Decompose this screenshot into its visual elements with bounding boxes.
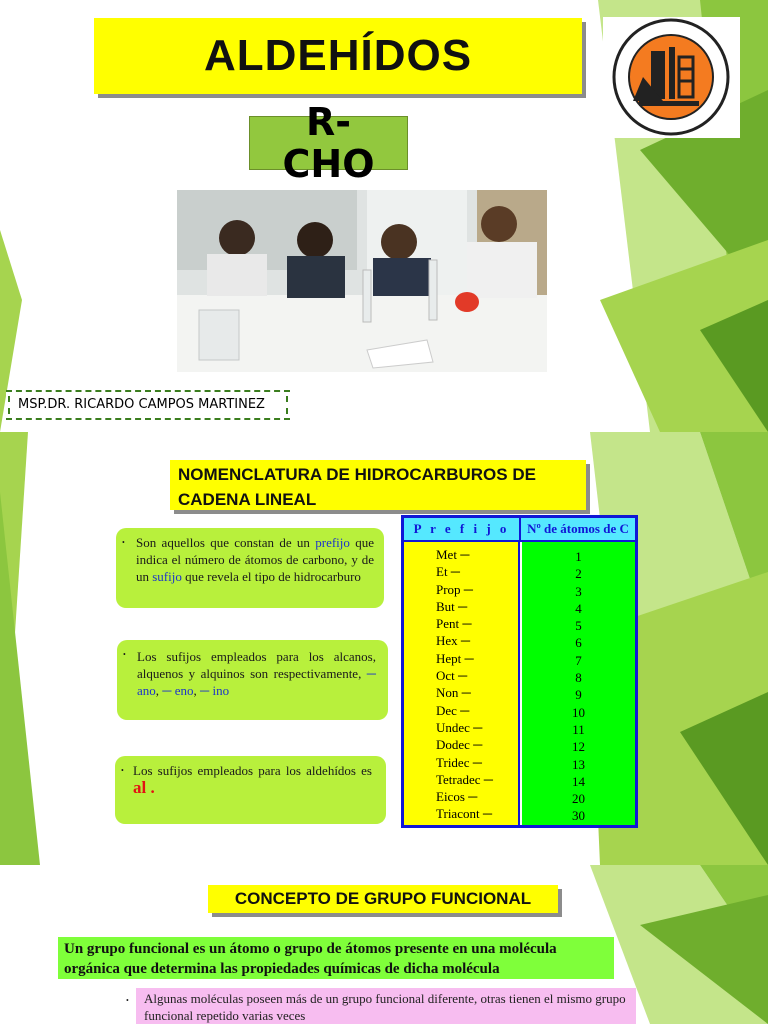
table-number-cell: 11 (572, 721, 585, 737)
keyword-prefijo: prefijo (315, 535, 350, 550)
keyword-sufijo: sufijo (152, 569, 182, 584)
table-number-cell: 30 (572, 808, 585, 824)
keyword-ano: ─ ano (137, 666, 376, 698)
header-prefix: P r e f i j o (404, 518, 521, 540)
table-header (404, 518, 635, 542)
table-prefix-cell: Oct ─ (436, 668, 468, 684)
table-prefix-cell: Triacont ─ (436, 806, 493, 822)
bullet-text: Los sufijos empleados para los alcanos, alquenos y alquinos son respectivamente, (137, 649, 376, 681)
bullet-marker: • (122, 538, 125, 547)
keyword-ino: ─ ino (200, 683, 230, 698)
formula-line-2: CHO (282, 142, 375, 186)
keyword-al: al . (133, 778, 155, 797)
slide-title (0, 0, 768, 432)
nomenclature-title: NOMENCLATURA DE HIDROCARBUROS DE CADENA LINEAL (170, 460, 586, 510)
table-prefix-cell: Dec ─ (436, 702, 470, 718)
number-column (522, 542, 635, 825)
formula-line-1: R- (305, 100, 352, 144)
slide-functional-group (0, 865, 768, 1024)
functional-group-definition: Un grupo funcional es un átomo o grupo de átomos presente en una molécula orgánica que determina las propiedades químicas de dicha molécula (58, 937, 614, 979)
college-logo (603, 17, 740, 138)
table-prefix-cell: Undec ─ (436, 719, 483, 735)
keyword-eno: ─ eno (162, 683, 194, 698)
table-number-cell: 2 (575, 566, 582, 582)
prefix-table (401, 515, 638, 828)
prefix-column (404, 542, 520, 825)
table-number-cell: 13 (572, 756, 585, 772)
table-prefix-cell: Tridec ─ (436, 754, 482, 770)
functional-group-note (126, 988, 636, 1024)
bullet-text: Son aquellos que constan de un (136, 535, 316, 550)
table-number-cell: 1 (575, 549, 582, 564)
students-lab-photo (177, 190, 547, 372)
main-title: ALDEHÍDOS (94, 18, 582, 94)
table-prefix-cell: But ─ (436, 598, 468, 614)
table-number-cell: 10 (572, 704, 585, 720)
separator: , (193, 683, 201, 698)
table-prefix-cell: Non ─ (436, 685, 471, 701)
table-number-cell: 14 (572, 773, 585, 789)
table-number-cell: 6 (575, 635, 582, 651)
table-prefix-cell: Dodec ─ (436, 737, 483, 753)
note-text: Algunas moléculas poseen más de un grupo funcional diferente, otras tienen el mismo grupo funcional repetido varias veces (144, 991, 626, 1023)
table-number-cell: 3 (575, 583, 582, 599)
table-prefix-cell: Et ─ (436, 564, 461, 580)
slide-nomenclature (0, 432, 768, 865)
bullet-text: que revela el tipo de hidrocarburo (181, 569, 361, 584)
bullet-aldehyde-suffix (115, 756, 386, 824)
table-number-cell: 12 (572, 739, 585, 755)
bullet-marker: • (126, 996, 129, 1005)
table-prefix-cell: Met ─ (436, 547, 470, 562)
table-prefix-cell: Eicos ─ (436, 789, 478, 805)
lab-seal-icon (603, 17, 740, 138)
table-number-cell: 5 (575, 618, 582, 634)
formula-box (249, 100, 408, 186)
bullet-text: que indica el número de átomos de carbono, y de un (136, 535, 374, 584)
table-prefix-cell: Hept ─ (436, 650, 474, 666)
table-prefix-cell: Tetradec ─ (436, 771, 494, 787)
bullet-suffixes (117, 640, 388, 720)
bullet-prefix-suffix (116, 528, 384, 608)
table-prefix-cell: Pent ─ (436, 616, 472, 632)
separator: , (155, 683, 163, 698)
bullet-text: Los sufijos empleados para los aldehídos es (133, 763, 372, 778)
table-number-cell: 9 (575, 687, 582, 703)
table-number-cell: 4 (575, 600, 582, 616)
table-number-cell: 20 (572, 791, 585, 807)
author-name: MSP.DR. RICARDO CAMPOS MARTINEZ (6, 390, 290, 420)
table-prefix-cell: Prop ─ (436, 581, 474, 597)
table-number-cell: 8 (575, 670, 582, 686)
table-prefix-cell: Hex ─ (436, 633, 471, 649)
bullet-marker: • (123, 650, 126, 659)
bullet-marker: • (121, 766, 124, 775)
table-number-cell: 7 (575, 652, 582, 668)
functional-group-title: CONCEPTO DE GRUPO FUNCIONAL (208, 885, 558, 913)
header-carbon-count: Nº de átomos de C (527, 521, 629, 536)
